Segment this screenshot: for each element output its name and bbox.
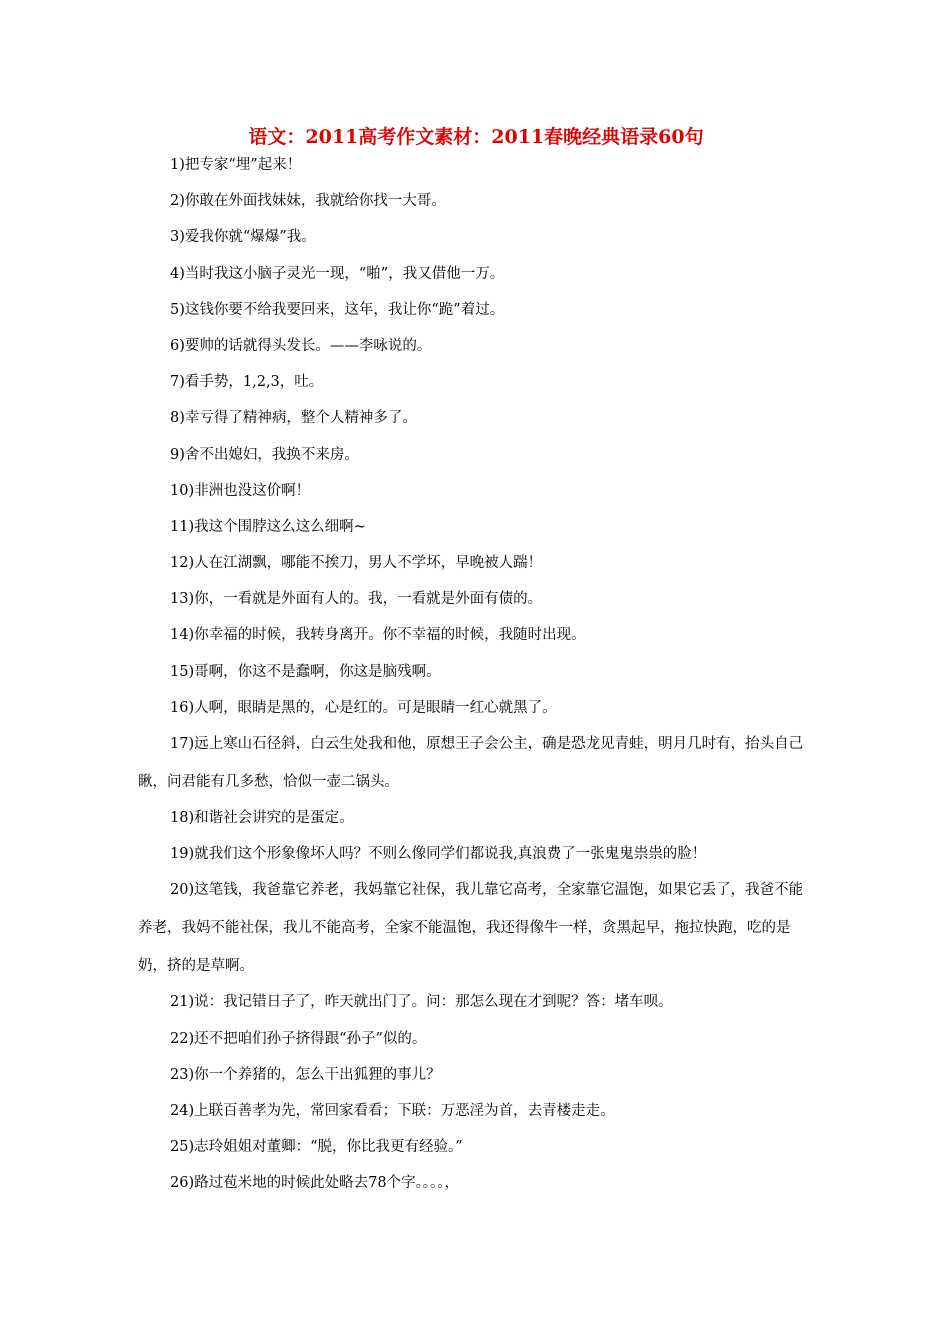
quote-item: 9)舍不出媳妇，我换不来房。 bbox=[170, 446, 359, 463]
quote-item: 10)非洲也没这价啊！ bbox=[170, 482, 311, 499]
quote-item: 2)你敢在外面找妹妹，我就给你找一大哥。 bbox=[170, 193, 446, 210]
quote-item: 12)人在江湖飘，哪能不挨刀，男人不学坏，早晚被人踹！ bbox=[170, 555, 543, 572]
quote-item: 3)爱我你就“爆爆”我。 bbox=[170, 229, 316, 246]
quote-item: 8)幸亏得了精神病，整个人精神多了。 bbox=[170, 410, 417, 427]
quote-item: 16)人啊，眼睛是黑的，心是红的。可是眼睛一红心就黑了。 bbox=[170, 699, 557, 716]
quote-item: 11)我这个围脖这么这么细啊~ bbox=[170, 518, 366, 535]
quote-item: 19)就我们这个形象像坏人吗？不则么像同学们都说我,真浪费了一张鬼鬼祟祟的脸！ bbox=[170, 846, 707, 863]
quote-item: 18)和谐社会讲究的是蛋定。 bbox=[170, 810, 354, 826]
quote-item: 15)哥啊，你这不是蠢啊，你这是脑残啊。 bbox=[170, 663, 441, 680]
quote-item: 17)远上寒山石径斜，白云生处我和他，原想王子会公主，确是恐龙见青蛙，明月几时有，抬头自己瞅，问君能有几多愁，恰似一壶二锅头。 bbox=[138, 736, 804, 790]
quote-item: 22)还不把咱们孙子挤得跟“孙子”似的。 bbox=[170, 1030, 427, 1047]
quote-item: 20)这笔钱，我爸靠它养老，我妈靠它社保，我儿靠它高考，全家靠它温饱，如果它丢了，我爸不能养老，我妈不能社保，我儿不能高考，全家不能温饱，我还得像牛一样，贪黑起早，拖拉快跑，吃的是奶，挤的是草啊。 bbox=[138, 882, 804, 975]
quote-item: 14)你幸福的时候，我转身离开。你不幸福的时候，我随时出现。 bbox=[170, 627, 586, 644]
quote-item: 5)这钱你要不给我要回来，这年，我让你“跪”着过。 bbox=[170, 301, 505, 318]
quote-item: 21)说：我记错日子了，昨天就出门了。问：那怎么现在才到呢？答：堵车呗。 bbox=[170, 994, 673, 1011]
quote-item: 6)要帅的话就得头发长。——李咏说的。 bbox=[170, 337, 432, 354]
quote-list bbox=[138, 154, 814, 1194]
quote-item: 13)你，一看就是外面有人的。我，一看就是外面有债的。 bbox=[170, 591, 543, 608]
quote-item: 26)路过苞米地的时候此处略去78个字。。。。， bbox=[170, 1175, 460, 1192]
document-title: 语文：2011高考作文素材：2011春晚经典语录60句 bbox=[248, 126, 704, 148]
document-page bbox=[138, 120, 814, 1209]
quote-item: 23)你一个养猪的，怎么干出狐狸的事儿？ bbox=[170, 1066, 441, 1083]
quote-item: 25)志玲姐姐对董卿：“脱，你比我更有经验。” bbox=[170, 1139, 463, 1156]
quote-item: 1)把专家“埋”起来！ bbox=[170, 157, 302, 173]
quote-item: 24)上联百善孝为先，常回家看看；下联：万恶淫为首，去青楼走走。 bbox=[170, 1102, 615, 1119]
quote-item: 4)当时我这小脑子灵光一现，“啪”，我又借他一万。 bbox=[170, 265, 505, 282]
quote-item: 7)看手势，1,2,3，吐。 bbox=[170, 374, 324, 391]
